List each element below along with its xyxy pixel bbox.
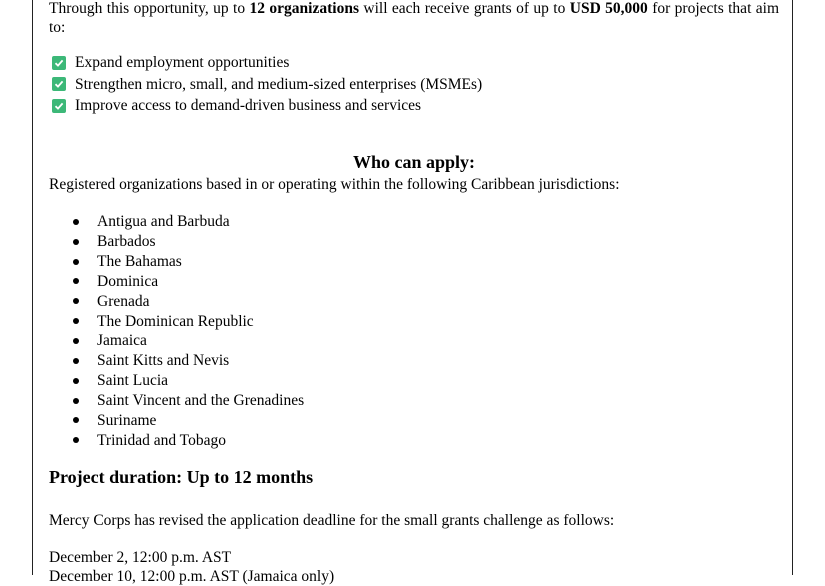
- checkmark-box-icon: [52, 56, 66, 70]
- goal-item: [52, 95, 482, 117]
- list-item: [49, 391, 304, 411]
- document-border-right: [792, 0, 793, 575]
- list-item: [49, 252, 304, 272]
- goal-item: [52, 74, 482, 96]
- jurisdiction-name: Saint Vincent and the Grenadines: [97, 392, 305, 410]
- who-can-apply-heading: Who can apply:: [352, 152, 476, 172]
- list-item: [49, 351, 304, 371]
- bullet-icon: [73, 378, 79, 384]
- grant-amount: USD 50,000: [569, 0, 648, 17]
- list-item: [49, 331, 304, 351]
- list-item: [49, 430, 304, 450]
- document-border-left: [32, 0, 33, 575]
- bullet-icon: [73, 417, 79, 423]
- goal-text: Strengthen micro, small, and medium-sized enterprises (MSMEs): [75, 75, 483, 93]
- list-item: [49, 291, 304, 311]
- goals-list: [52, 52, 482, 117]
- goal-text: Improve access to demand-driven business and services: [75, 97, 422, 115]
- list-item: [49, 371, 304, 391]
- list-item: [49, 410, 304, 430]
- list-item: [49, 311, 304, 331]
- bullet-icon: [73, 298, 79, 304]
- jurisdiction-name: Saint Lucia: [97, 372, 169, 390]
- deadline-revision-text: Mercy Corps has revised the application deadline for the small grants challenge as follows:: [49, 512, 615, 529]
- bullet-icon: [73, 338, 79, 344]
- jurisdiction-name: Grenada: [97, 292, 150, 310]
- jurisdiction-name: Antigua and Barbuda: [97, 213, 230, 231]
- jurisdiction-name: The Dominican Republic: [97, 312, 254, 330]
- list-item: [49, 212, 304, 232]
- goal-item: [52, 52, 482, 74]
- project-duration-heading: Project duration: Up to 12 months: [49, 467, 314, 487]
- jurisdiction-name: Barbados: [97, 233, 156, 251]
- checkmark-box-icon: [52, 77, 66, 91]
- deadline-date: December 10, 12:00 p.m. AST (Jamaica only): [49, 568, 335, 585]
- list-item: [49, 232, 304, 252]
- intro-suffix: for projects that aim to:: [49, 0, 780, 36]
- deadline-date: December 2, 12:00 p.m. AST: [49, 549, 232, 566]
- bullet-icon: [73, 278, 79, 284]
- bullet-icon: [73, 358, 79, 364]
- bullet-icon: [73, 398, 79, 404]
- intro-prefix: Through this opportunity, up to: [49, 0, 250, 17]
- bullet-icon: [73, 219, 79, 225]
- jurisdiction-name: Trinidad and Tobago: [97, 431, 226, 449]
- list-item: [49, 272, 304, 292]
- jurisdiction-name: Dominica: [97, 272, 159, 290]
- checkmark-box-icon: [52, 99, 66, 113]
- bullet-icon: [73, 318, 79, 324]
- intro-paragraph: [49, 0, 779, 37]
- bullet-icon: [73, 239, 79, 245]
- jurisdiction-name: Jamaica: [97, 332, 147, 350]
- eligibility-description: Registered organizations based in or operating within the following Caribbean jurisdictions:: [49, 176, 620, 193]
- jurisdiction-name: Saint Kitts and Nevis: [97, 352, 230, 370]
- intro-middle: will each receive grants of up to: [359, 0, 570, 17]
- goal-text: Expand employment opportunities: [75, 54, 290, 72]
- jurisdiction-name: The Bahamas: [97, 253, 182, 271]
- jurisdictions-list: [49, 212, 304, 450]
- jurisdiction-name: Suriname: [97, 411, 157, 429]
- org-count: 12 organizations: [249, 0, 359, 17]
- bullet-icon: [73, 259, 79, 265]
- bullet-icon: [73, 437, 79, 443]
